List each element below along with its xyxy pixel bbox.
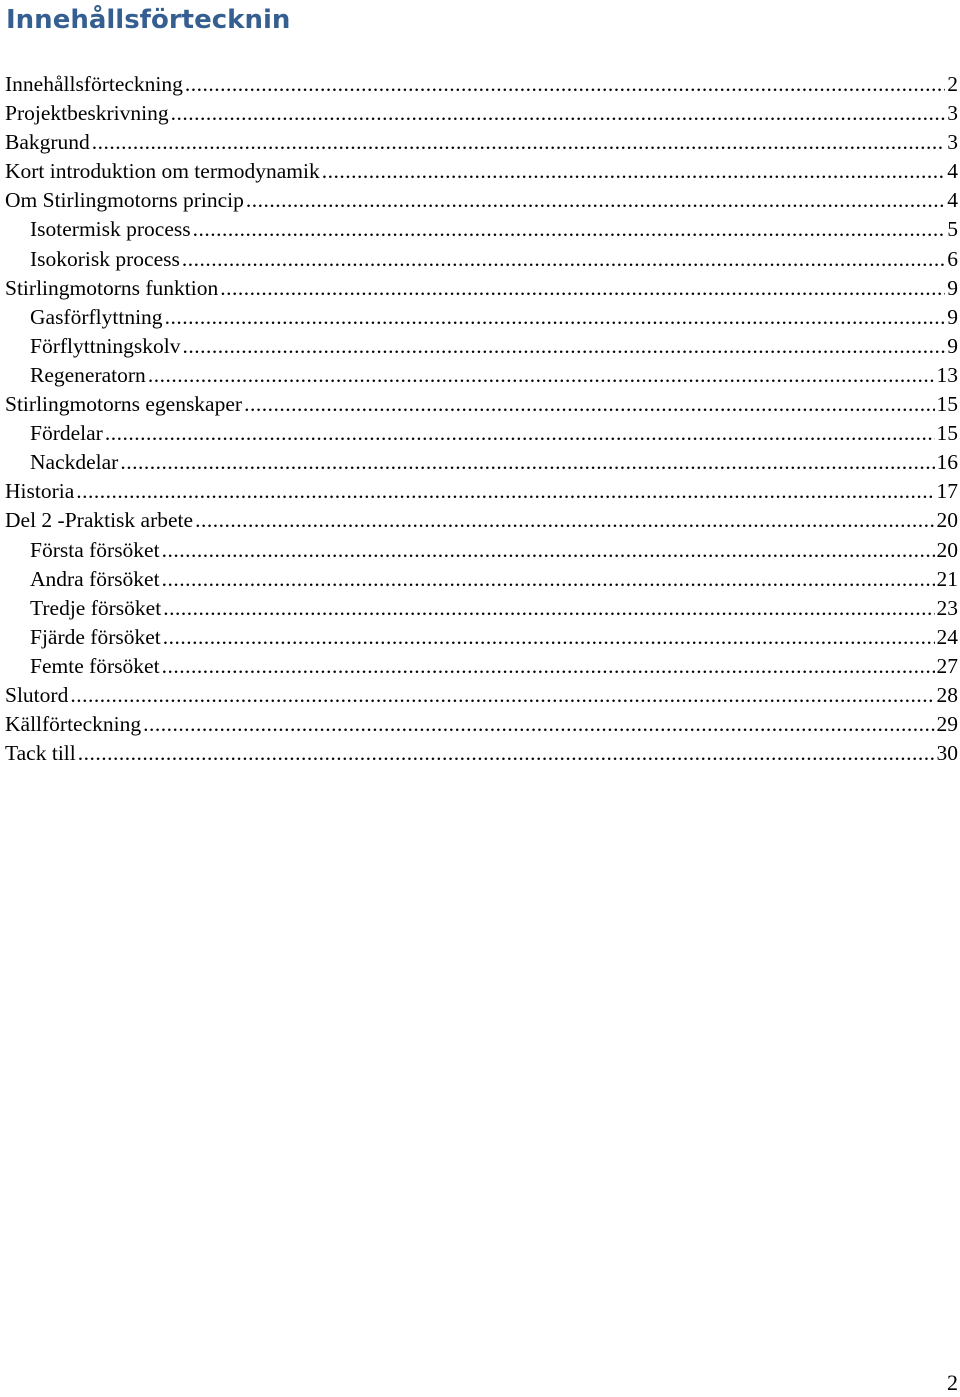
toc-entry-page: 23 xyxy=(936,595,958,620)
toc-dot-leader xyxy=(165,303,946,332)
toc-entry-page: 16 xyxy=(936,450,958,475)
toc-entry-page: 17 xyxy=(936,479,958,504)
toc-entry[interactable] xyxy=(5,99,958,128)
toc-entry-label: Tredje försöket xyxy=(30,595,162,620)
toc-entry-page: 4 xyxy=(947,159,958,184)
toc-dot-leader xyxy=(163,594,934,623)
toc-entry[interactable] xyxy=(5,274,958,303)
toc-entry[interactable] xyxy=(5,623,958,652)
toc-entry-page: 30 xyxy=(936,741,958,766)
toc-dot-leader xyxy=(183,332,946,361)
toc-entry[interactable] xyxy=(5,419,958,448)
toc-entry-label: Slutord xyxy=(5,682,69,707)
toc-entry[interactable] xyxy=(5,448,958,477)
toc-entry-page: 15 xyxy=(936,421,958,446)
toc-entry-label: Stirlingmotorns funktion xyxy=(5,275,219,300)
toc-entry-label: Isokorisk process xyxy=(30,246,180,271)
toc-entry[interactable] xyxy=(5,128,958,157)
toc-dot-leader xyxy=(163,623,935,652)
toc-entry-page: 27 xyxy=(936,653,958,678)
toc-entry-page: 15 xyxy=(936,392,958,417)
toc-dot-leader xyxy=(162,565,935,594)
toc-entry-page: 3 xyxy=(947,130,958,155)
toc-entry-label: Kort introduktion om termodynamik xyxy=(5,159,320,184)
toc-entry[interactable] xyxy=(5,70,958,99)
toc-entry-label: Regeneratorn xyxy=(30,362,146,387)
toc-entry-label: Andra försöket xyxy=(30,566,160,591)
toc-entry[interactable] xyxy=(5,332,958,361)
toc-entry-page: 29 xyxy=(936,712,958,737)
toc-dot-leader xyxy=(148,361,935,390)
toc-entry-label: Bakgrund xyxy=(5,130,90,155)
toc-dot-leader xyxy=(70,681,934,710)
toc-entry[interactable] xyxy=(5,477,958,506)
toc-entry[interactable] xyxy=(5,506,958,535)
toc-entry-label: Nackdelar xyxy=(30,450,119,475)
toc-entry-page: 24 xyxy=(936,624,958,649)
toc-entry[interactable] xyxy=(5,652,958,681)
toc-entry-label: Tack till xyxy=(5,741,76,766)
toc-dot-leader xyxy=(185,70,945,99)
toc-dot-leader xyxy=(322,157,946,186)
toc-entry[interactable] xyxy=(5,390,958,419)
toc-dot-leader xyxy=(78,739,935,768)
toc-entry-label: Gasförflyttning xyxy=(30,304,163,329)
toc-dot-leader xyxy=(143,710,934,739)
toc-entry-page: 2 xyxy=(947,72,958,96)
toc-entry-label: Femte försöket xyxy=(30,653,160,678)
toc-entry-page: 3 xyxy=(947,101,958,126)
toc-entry[interactable] xyxy=(5,739,958,768)
toc-entry[interactable] xyxy=(5,157,958,186)
toc-entry-label: Isotermisk process xyxy=(30,217,191,242)
page-title: Innehållsförtecknin xyxy=(6,5,291,35)
toc-entry-label: Källförteckning xyxy=(5,712,142,737)
toc-dot-leader xyxy=(246,186,945,215)
toc-entry-page: 6 xyxy=(947,246,958,271)
toc-dot-leader xyxy=(92,128,945,157)
toc-entry[interactable] xyxy=(5,186,958,215)
toc-entry-page: 21 xyxy=(936,566,958,591)
toc-entry-label: Del 2 -Praktisk arbete xyxy=(5,508,194,533)
toc-dot-leader xyxy=(182,245,945,274)
toc-entry-page: 20 xyxy=(936,508,958,533)
toc-entry-label: Stirlingmotorns egenskaper xyxy=(5,392,243,417)
toc-entry[interactable] xyxy=(5,710,958,739)
toc-dot-leader xyxy=(120,448,934,477)
toc-entry[interactable] xyxy=(5,565,958,594)
toc-entry-page: 4 xyxy=(947,188,958,213)
toc-entry-label: Om Stirlingmotorns princip xyxy=(5,188,244,213)
toc-entry[interactable] xyxy=(5,681,958,710)
toc-entry-label: Fördelar xyxy=(30,421,103,446)
toc-dot-leader xyxy=(105,419,935,448)
toc-dot-leader xyxy=(220,274,945,303)
toc-dot-leader xyxy=(244,390,934,419)
toc-entry-label: Förflyttningskolv xyxy=(30,333,181,358)
toc-entry[interactable] xyxy=(5,245,958,274)
toc-entry[interactable] xyxy=(5,536,958,565)
toc-entry-page: 28 xyxy=(936,682,958,707)
toc-entry-page: 9 xyxy=(947,275,958,300)
toc-dot-leader xyxy=(171,99,946,128)
toc-dot-leader xyxy=(162,536,935,565)
toc-entry[interactable] xyxy=(5,215,958,244)
toc-entry-label: Historia xyxy=(5,479,75,504)
toc-dot-leader xyxy=(195,506,934,535)
toc-entry-page: 5 xyxy=(947,217,958,242)
toc-entry-label: Innehållsförteckning xyxy=(5,72,183,96)
toc-entry-page: 9 xyxy=(947,333,958,358)
toc-entry-label: Första försöket xyxy=(30,537,160,562)
toc-entry-label: Fjärde försöket xyxy=(30,624,161,649)
toc-dot-leader xyxy=(193,215,946,244)
page-number: 2 xyxy=(947,1370,958,1395)
toc-entry-label: Projektbeskrivning xyxy=(5,101,169,126)
toc-entry[interactable] xyxy=(5,361,958,390)
toc-entry[interactable] xyxy=(5,594,958,623)
table-of-contents xyxy=(5,70,958,768)
toc-entry-page: 13 xyxy=(936,362,958,387)
toc-dot-leader xyxy=(76,477,934,506)
toc-entry[interactable] xyxy=(5,303,958,332)
toc-entry-page: 20 xyxy=(936,537,958,562)
toc-entry-page: 9 xyxy=(947,304,958,329)
toc-dot-leader xyxy=(162,652,935,681)
